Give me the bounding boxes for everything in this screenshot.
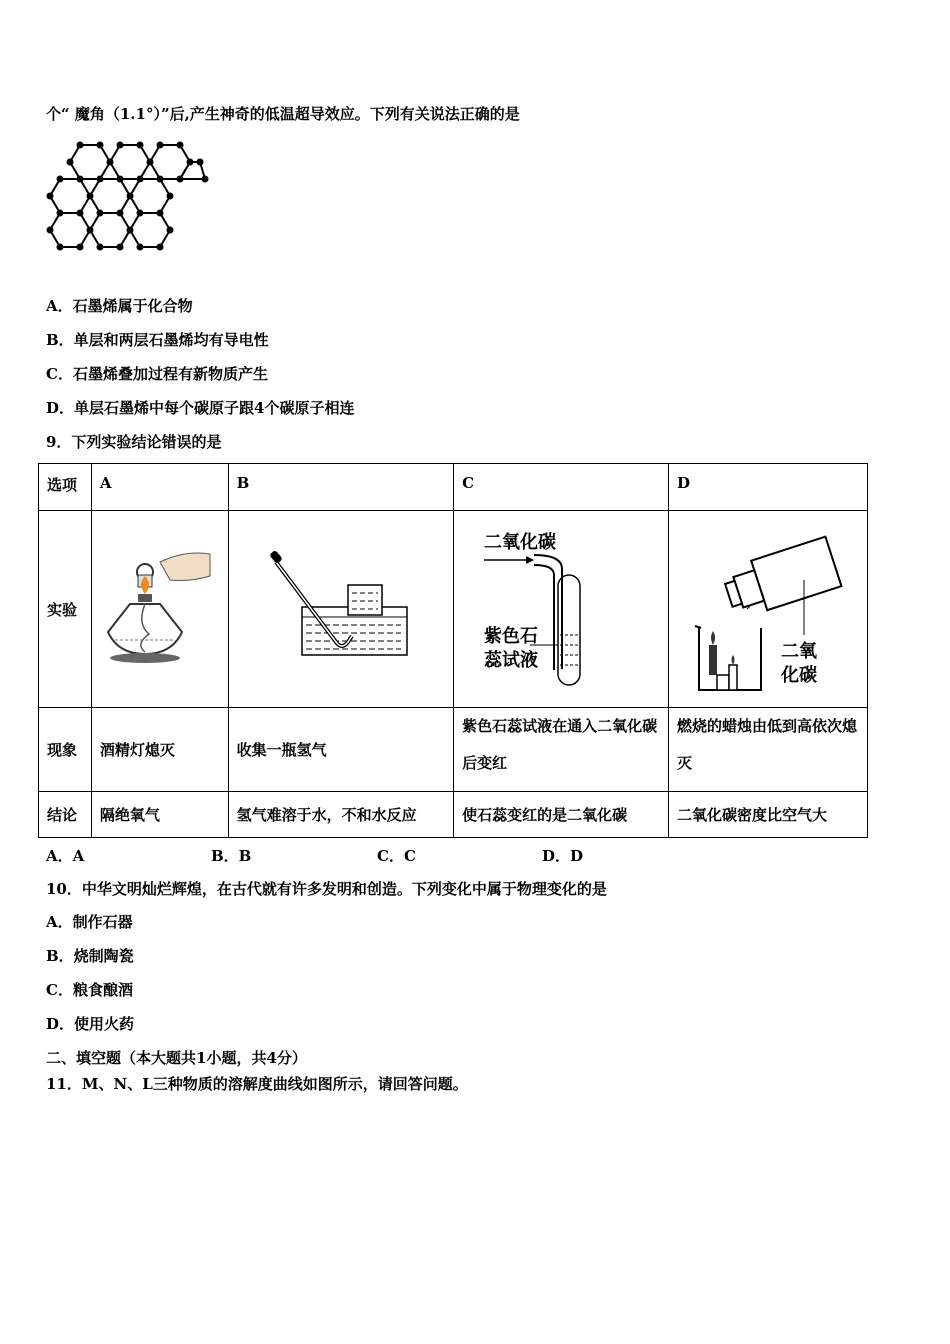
phenomenon-cell: 收集一瓶氢气 — [228, 708, 453, 792]
header-cell: D — [669, 464, 868, 511]
figure-cell-c — [454, 511, 669, 708]
section-title: 二、填空题（本大题共1小题，共4分） — [46, 1049, 307, 1067]
phenomenon-cell: 酒精灯熄灭 — [91, 708, 228, 792]
row-label-phenomenon: 现象 — [39, 708, 92, 792]
phenomenon-cell: 紫色石蕊试液在通入二氧化碳后变红 — [454, 708, 669, 792]
intro-line: 个“ 魔角（1.1°）”后,产生神奇的低温超导效应。下列有关说法正确的是 — [46, 105, 520, 123]
conclusion-cell: 隔绝氧气 — [91, 792, 228, 838]
conclusion-cell: 二氧化碳密度比空气大 — [669, 792, 868, 838]
q9-answer-b: B．B — [211, 847, 252, 865]
header-cell: 选项 — [39, 464, 92, 511]
table-row — [39, 792, 868, 838]
conclusion-cell: 使石蕊变红的是二氧化碳 — [454, 792, 669, 838]
q9-answer-c: C．C — [377, 847, 416, 865]
table-row — [39, 511, 868, 708]
conclusion-cell: 氢气难溶于水，不和水反应 — [228, 792, 453, 838]
fig-c-label: 紫色石 — [484, 625, 539, 647]
figure-cell-a — [91, 511, 228, 708]
water-collection-figure — [266, 547, 416, 667]
q9-title: 9．下列实验结论错误的是 — [46, 433, 222, 451]
fig-c-label: 蕊试液 — [484, 649, 539, 671]
q8-option-a: A．石墨烯属于化合物 — [46, 297, 193, 315]
header-cell: A — [91, 464, 228, 511]
q9-answer-a: A．A — [46, 847, 85, 865]
header-cell: B — [228, 464, 453, 511]
q11-title: 11．M、N、L三种物质的溶解度曲线如图所示，请回答问题。 — [46, 1075, 468, 1093]
q8-option-d: D．单层石墨烯中每个碳原子跟4个碳原子相连 — [46, 399, 355, 417]
row-label-experiment: 实验 — [39, 511, 92, 708]
q10-option-d: D．使用火药 — [46, 1015, 135, 1033]
graphene-diagram — [40, 135, 215, 260]
q10-option-a: A．制作石器 — [46, 913, 133, 931]
litmus-tube-figure — [454, 520, 654, 695]
table-row — [39, 708, 868, 792]
row-label-conclusion: 结论 — [39, 792, 92, 838]
phenomenon-cell: 燃烧的蜡烛由低到高依次熄灭 — [669, 708, 868, 792]
q10-option-c: C．粮食酿酒 — [46, 981, 133, 999]
q10-title: 10．中华文明灿烂辉煌，在古代就有许多发明和创造。下列变化中属于物理变化的是 — [46, 880, 607, 898]
figure-cell-d — [669, 511, 868, 708]
candle-beaker-figure — [669, 520, 859, 695]
fig-d-label: 化碳 — [781, 664, 818, 686]
q9-table — [38, 463, 868, 838]
table-row — [39, 464, 868, 511]
q9-answer-d: D．D — [542, 847, 584, 865]
q8-option-c: C．石墨烯叠加过程有新物质产生 — [46, 365, 268, 383]
header-cell: C — [454, 464, 669, 511]
figure-cell-b — [228, 511, 453, 708]
q8-option-b: B．单层和两层石墨烯均有导电性 — [46, 331, 269, 349]
q10-option-b: B．烧制陶瓷 — [46, 947, 134, 965]
fig-c-label: 二氧化碳 — [484, 531, 557, 553]
fig-d-label: 二氧 — [781, 640, 818, 662]
alcohol-lamp-figure — [105, 542, 215, 672]
